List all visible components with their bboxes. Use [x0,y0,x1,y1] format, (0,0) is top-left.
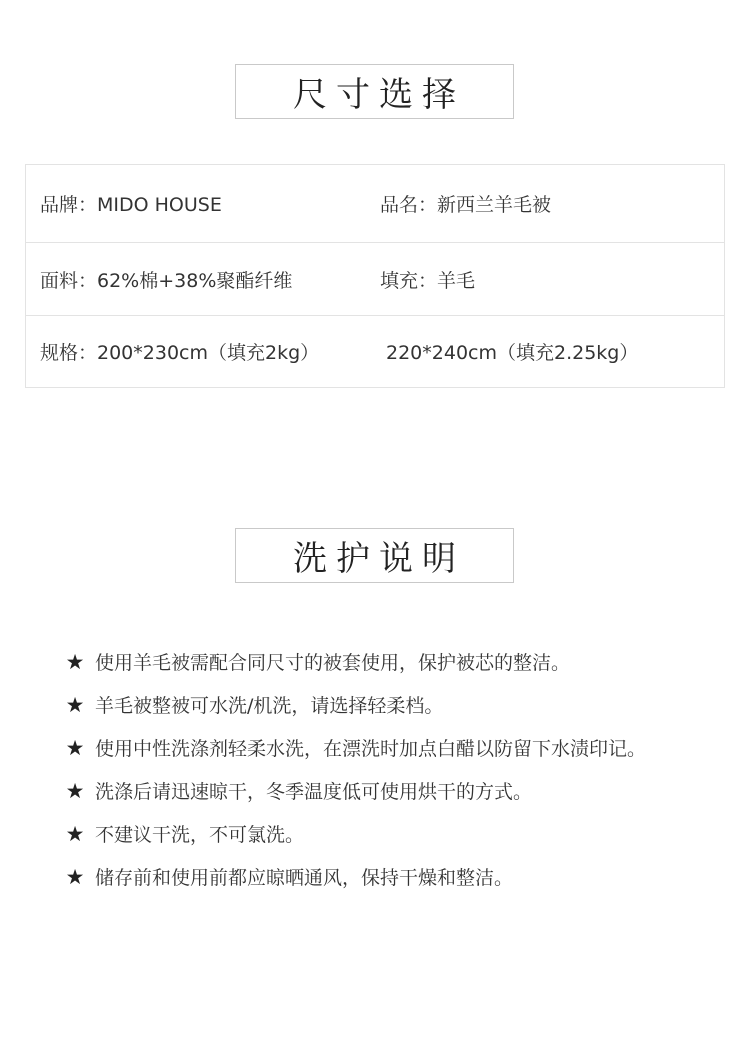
list-item [64,855,744,898]
brand-cell: 品牌：MIDO HOUSE [40,194,222,216]
spec-table [25,164,725,388]
material-cell: 面料：62%棉+38%聚酯纤维 [40,269,293,292]
size-cell-2: 220*240cm（填充2.25kg） [386,342,639,364]
list-item [64,769,744,812]
care-item-text: 洗涤后请迅速晾干，冬季温度低可使用烘干的方式。 [95,781,533,803]
star-icon: ★ [65,864,85,889]
care-item-text: 使用羊毛被需配合同尺寸的被套使用，保护被芯的整洁。 [95,652,571,674]
filling-cell: 填充：羊毛 [380,269,476,292]
spec-row-material [26,243,724,316]
size-cell-1: 规格：200*230cm（填充2kg） [40,342,320,364]
star-icon: ★ [65,649,85,674]
star-icon: ★ [65,778,85,803]
list-item [64,726,744,769]
care-instructions-list [64,640,744,898]
star-icon: ★ [65,821,85,846]
care-item-text: 羊毛被整被可水洗/机洗，请选择轻柔档。 [95,695,444,717]
care-item-text: 使用中性洗涤剂轻柔水洗，在漂洗时加点白醋以防留下水渍印记。 [95,738,647,760]
star-icon: ★ [65,735,85,760]
star-icon: ★ [65,692,85,717]
care-section-title: 洗护说明 [235,528,514,583]
list-item [64,812,744,855]
size-section-title: 尺寸选择 [235,64,514,119]
care-item-text: 储存前和使用前都应晾晒通风，保持干燥和整洁。 [95,867,514,889]
list-item [64,640,744,683]
spec-row-brand [26,165,724,243]
care-item-text: 不建议干洗，不可氯洗。 [95,824,305,846]
product-name-cell: 品名：新西兰羊毛被 [380,194,552,216]
spec-row-size [26,316,724,387]
list-item [64,683,744,726]
